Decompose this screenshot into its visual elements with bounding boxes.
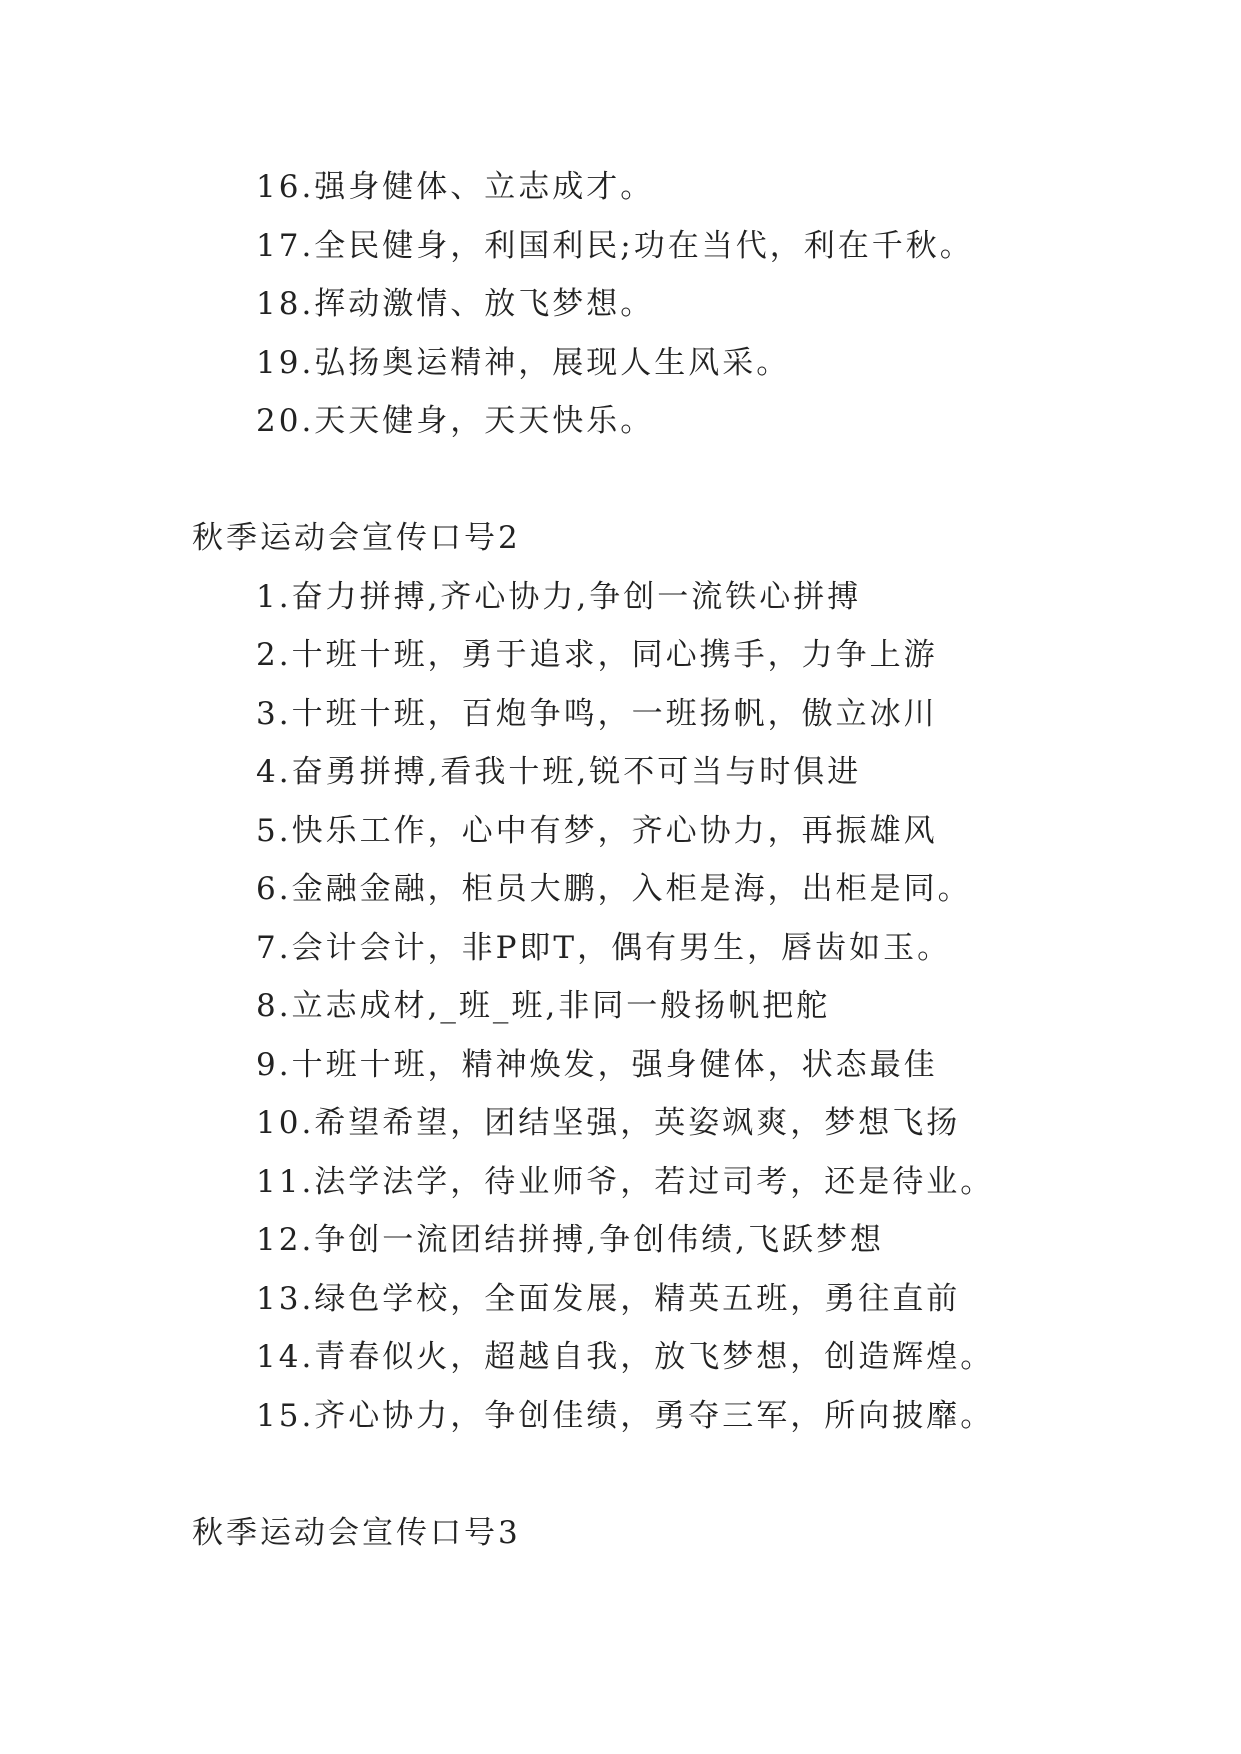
slogan-item: 10.希望希望，团结坚强，英姿飒爽，梦想飞扬 xyxy=(256,1105,961,1141)
slogan-item: 11.法学法学，待业师爷，若过司考，还是待业。 xyxy=(256,1164,995,1200)
slogan-item: 13.绿色学校，全面发展，精英五班，勇往直前 xyxy=(256,1281,961,1317)
slogan-item: 16.强身健体、立志成才。 xyxy=(256,169,655,205)
slogan-item: 18.挥动激情、放飞梦想。 xyxy=(256,286,655,322)
slogan-item: 8.立志成材,_班_班,非同一般扬帆把舵 xyxy=(256,988,831,1024)
slogan-item: 9.十班十班，精神焕发，强身健体，状态最佳 xyxy=(256,1047,938,1083)
slogan-item: 5.快乐工作，心中有梦，齐心协力，再振雄风 xyxy=(256,813,938,849)
slogan-item: 1.奋力拼搏,齐心协力,争创一流铁心拼搏 xyxy=(256,579,862,615)
section-heading: 秋季运动会宣传口号2 xyxy=(192,520,521,556)
section-heading: 秋季运动会宣传口号3 xyxy=(192,1515,521,1551)
slogan-item: 20.天天健身，天天快乐。 xyxy=(256,403,655,439)
slogan-item: 17.全民健身，利国利民;功在当代，利在千秋。 xyxy=(256,228,974,264)
slogan-item: 2.十班十班，勇于追求，同心携手，力争上游 xyxy=(256,637,938,673)
slogan-item: 3.十班十班，百炮争鸣，一班扬帆，傲立冰川 xyxy=(256,696,938,732)
slogan-item: 15.齐心协力，争创佳绩，勇夺三军，所向披靡。 xyxy=(256,1398,995,1434)
slogan-item: 14.青春似火，超越自我，放飞梦想，创造辉煌。 xyxy=(256,1339,995,1375)
slogan-item: 6.金融金融，柜员大鹏，入柜是海，出柜是同。 xyxy=(256,871,972,907)
slogan-item: 12.争创一流团结拼搏,争创伟绩,飞跃梦想 xyxy=(256,1222,885,1258)
slogan-item: 4.奋勇拼搏,看我十班,锐不可当与时俱进 xyxy=(256,754,862,790)
slogan-item: 19.弘扬奥运精神，展现人生风采。 xyxy=(256,345,791,381)
slogan-item: 7.会计会计，非P即T，偶有男生，唇齿如玉。 xyxy=(256,930,952,966)
